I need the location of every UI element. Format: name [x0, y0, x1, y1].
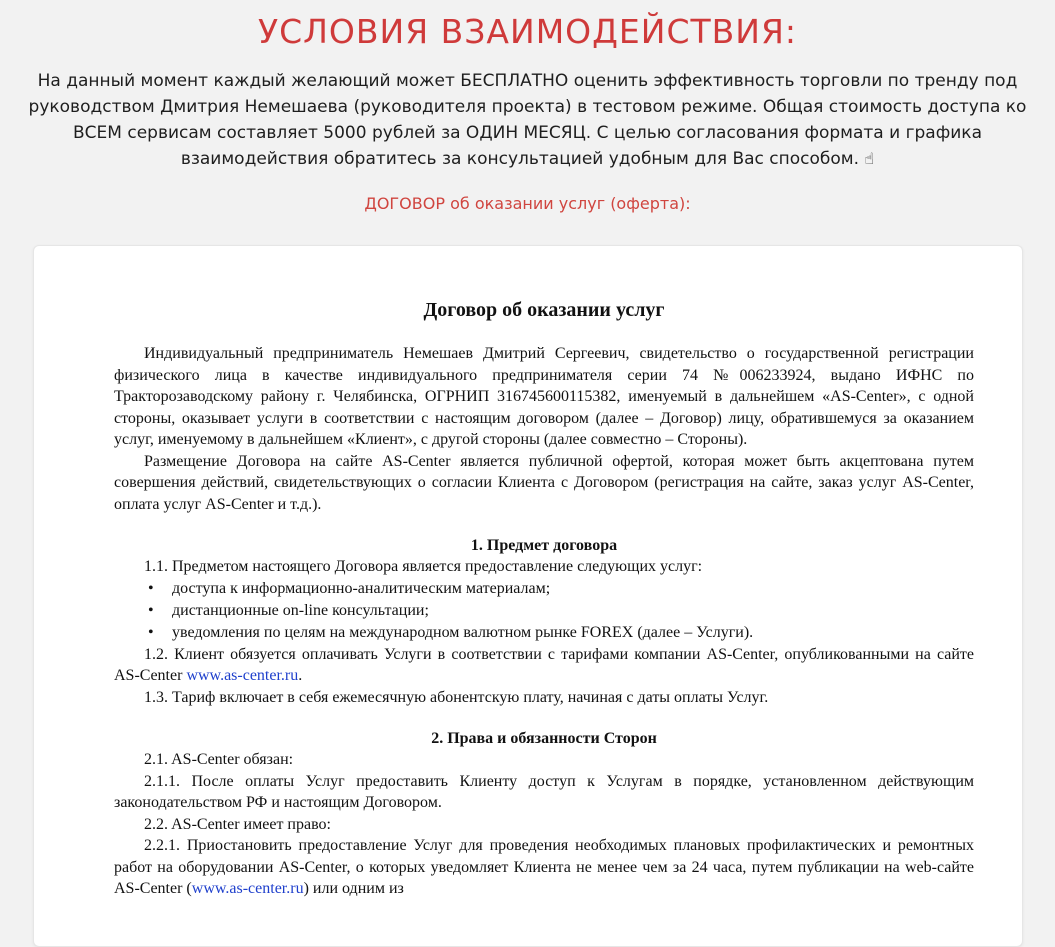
as-center-site-link[interactable]: www.as-center.ru [186, 667, 299, 684]
list-item: • уведомления по целям на международном валютном рынке FOREX (далее – Услуги). [148, 622, 974, 644]
section-2-heading: 2. Права и обязанности Сторон [431, 730, 657, 747]
bullet-icon: • [148, 623, 154, 641]
bullet-icon: • [148, 579, 154, 597]
intro-paragraph: На данный момент каждый желающий может БЕСПЛАТНО оценить эффективность торговли по тренду под руководством Дмитрия Немешаева (руководителя проекта) в тестовом режиме. Общая стоимость доступа ко ВСЕМ сервисам составляет 5000 рублей за ОДИН МЕСЯЦ. С целью согласования формата и графика взаимодействия обратитесь за консультацией удобным для Вас способом. [28, 71, 1027, 169]
contract-document-viewer[interactable] [33, 245, 1023, 947]
intro-text [28, 68, 1028, 172]
list-item: • доступа к информационно-аналитическим материалам; [148, 578, 974, 600]
terms-header [0, 0, 1055, 215]
clause-2-1-1: 2.1.1. После оплаты Услуг предоставить Клиенту доступ к Услугам в порядке, установленном действующим законодательством РФ и настоящим Договором. [114, 772, 974, 811]
as-center-site-link[interactable]: www.as-center.ru [191, 880, 304, 897]
section-1-heading: 1. Предмет договора [470, 537, 618, 554]
pointing-up-icon: ☝ [864, 149, 875, 168]
document-preamble: Индивидуальный предприниматель Немешаев Дмитрий Сергеевич, свидетельство о государственной регистрации физического лица в качестве индивидуального предпринимателя серии 74 №006233924, выдано ИФНС по Тракторозаводскому району г. Челябинска, ОГРНИП 316745600115382, именуемый в дальнейшем «AS-Center», с одной стороны, оказывает услуги в соответствии с настоящим договором (далее – Договор) лицу, обратившемуся за оказанием услуг, именуемому в дальнейшем «Клиент», с другой стороны (далее совместно – Стороны). [114, 345, 974, 448]
clause-2-2: 2.2. AS-Center имеет право: [144, 815, 331, 833]
document-title: Договор об оказании услуг [423, 299, 665, 321]
page-title: УСЛОВИЯ ВЗАИМОДЕЙСТВИЯ: [257, 12, 798, 51]
clause-2-2-1: 2.2.1. Приостановить предоставление Услуг для проведения необходимых плановых профилактических и ремонтных работ на оборудовании AS-Center, о которых уведомляет Клиента не менее чем за 24 часа, путем публикации на web-сайте AS-Center (www.as-center.ru) или одним из [114, 837, 974, 897]
clause-2-1: 2.1. AS-Center обязан: [144, 751, 294, 768]
clause-1-2: 1.2. Клиент обязуется оплачивать Услуги в соответствии с тарифами компании AS-Center, опубликованными на сайте AS-Center www.as-center.ru. [114, 645, 974, 684]
document-placement: Размещение Договора на сайте AS-Center является публичной офертой, которая может быть акцептована путем совершения действий, свидетельствующих о согласии Клиента с Договором (регистрация на сайте, заказ услуг AS-Center, оплата услуг AS-Center и т.д.). [114, 452, 974, 513]
clause-1-1: 1.1. Предметом настоящего Договора является предоставление следующих услуг: [144, 558, 703, 575]
bullet-icon: • [148, 601, 154, 619]
offer-contract-link[interactable]: ДОГОВОР об оказании услуг (оферта): [364, 194, 691, 213]
contract-document [114, 298, 974, 900]
list-item: • дистанционные on-line консультации; [148, 600, 974, 622]
clause-1-3: 1.3. Тариф включает в себя ежемесячную абонентскую плату, начиная с даты оплаты Услуг. [144, 688, 769, 706]
services-list [114, 578, 974, 644]
